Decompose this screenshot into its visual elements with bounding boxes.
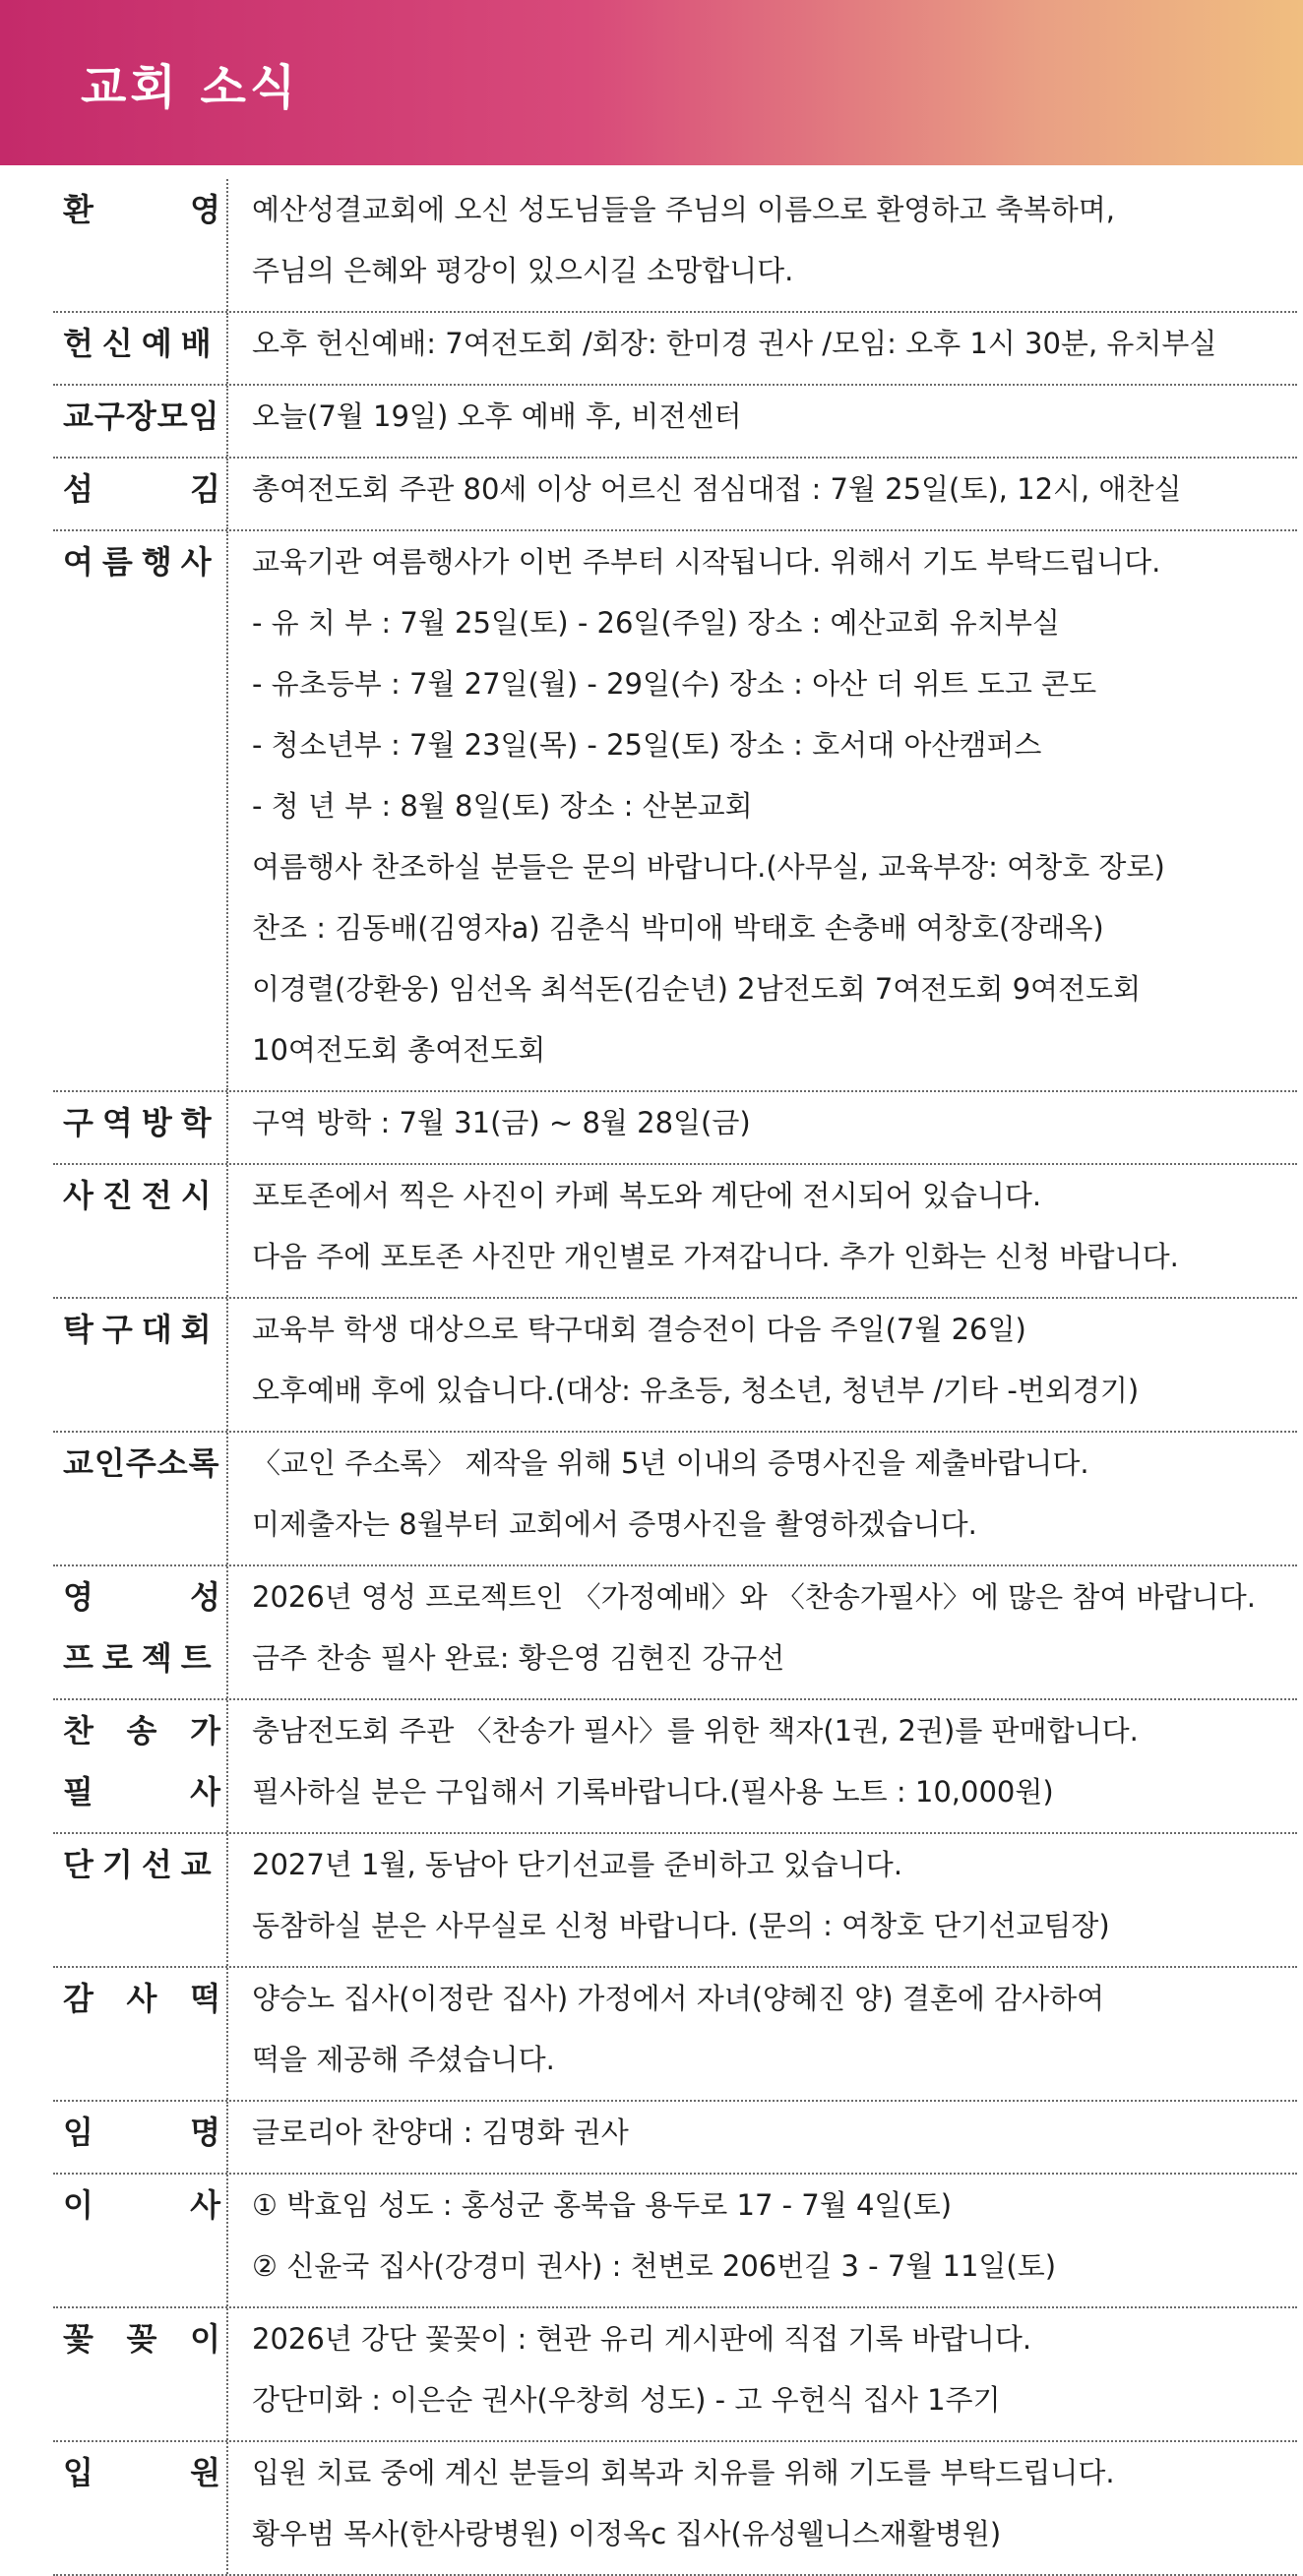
news-item <box>53 2175 1297 2308</box>
news-item <box>53 1165 1297 1299</box>
column-divider <box>226 1092 228 1163</box>
label-char: 명 <box>190 2114 220 2151</box>
news-item-content <box>252 2175 1297 2306</box>
label-char: 감 <box>63 1980 93 2017</box>
column-divider <box>226 459 228 529</box>
column-divider <box>226 386 228 457</box>
news-item-line: 떡을 제공해 주셨습니다. <box>252 2043 555 2076</box>
page-title: 교회 소식 <box>81 60 300 115</box>
news-item-label <box>53 179 226 311</box>
news-item-label-line <box>63 2110 226 2171</box>
news-item-line: - 유초등부 : 7월 27일(월) - 29일(수) 장소 : 아산 더 위트 도고 콘도 <box>252 667 1097 701</box>
news-item <box>53 1092 1297 1165</box>
news-item-line: 필사하실 분은 구입해서 기록바랍니다.(필사용 노트 : 10,000원) <box>252 1775 1054 1809</box>
label-char: 영 <box>190 191 220 228</box>
news-item-label-line <box>63 1574 226 1635</box>
column-divider <box>226 2102 228 2173</box>
news-item-label-line: 단기선교 <box>63 1846 220 1883</box>
label-char: 사 <box>126 1980 157 2017</box>
label-char: 이 <box>63 2186 93 2224</box>
news-item <box>53 2308 1297 2442</box>
column-divider <box>226 2308 228 2440</box>
news-item-label-line: 사진전시 <box>63 1177 220 1214</box>
news-item-label-line: 탁구대회 <box>63 1311 220 1348</box>
news-item-label <box>53 2175 226 2306</box>
news-item-line: 오후 헌신예배: 7여전도회 /회장: 한미경 권사 /모임: 오후 1시 30분, 유치부실 <box>252 327 1217 360</box>
news-item-line: 금주 찬송 필사 완료: 황은영 김현진 강규선 <box>252 1641 785 1675</box>
label-char: 입 <box>63 2454 93 2491</box>
news-item <box>53 531 1297 1092</box>
label-char: 성 <box>190 1578 220 1616</box>
news-item-line: 교육기관 여름행사가 이번 주부터 시작됩니다. 위해서 기도 부탁드립니다. <box>252 545 1161 579</box>
news-item-line: 다음 주에 포토존 사진만 개인별로 가져갑니다. 추가 인화는 신청 바랍니다. <box>252 1240 1179 1273</box>
news-item-label-line: 여름행사 <box>63 543 220 581</box>
news-item <box>53 1700 1297 1834</box>
news-item-line: 미제출자는 8월부터 교회에서 증명사진을 촬영하겠습니다. <box>252 1507 977 1541</box>
news-item-label <box>53 1834 226 1966</box>
column-divider <box>226 1299 228 1431</box>
news-item <box>53 1433 1297 1566</box>
column-divider <box>226 2175 228 2306</box>
news-item <box>53 179 1297 313</box>
news-item-line: 구역 방학 : 7월 31(금) ~ 8월 28일(금) <box>252 1106 751 1139</box>
news-item-content <box>252 1700 1297 1832</box>
news-item-label-line <box>63 1769 226 1830</box>
news-item-line: 입원 치료 중에 계신 분들의 회복과 치유를 위해 기도를 부탁드립니다. <box>252 2456 1115 2489</box>
news-item-label <box>53 2102 226 2173</box>
label-char: 원 <box>190 2454 220 2491</box>
news-item-line: 예산성결교회에 오신 성도님들을 주님의 이름으로 환영하고 축복하며, <box>252 193 1115 226</box>
news-item-line: 황우범 목사(한사랑병원) 이정옥c 집사(유성웰니스재활병원) <box>252 2517 1002 2550</box>
label-char: 꽂 <box>126 2320 157 2358</box>
label-char: 꽃 <box>63 2320 93 2358</box>
news-item-content <box>252 2442 1297 2574</box>
news-item-label-line <box>63 1976 226 2037</box>
label-char: 사 <box>190 1773 220 1810</box>
column-divider <box>226 1165 228 1297</box>
news-item-label <box>53 2308 226 2440</box>
news-item-label-line: 헌신예배 <box>63 325 220 362</box>
label-char: 임 <box>63 2114 93 2151</box>
news-item-content <box>252 2308 1297 2440</box>
news-item-line: 2026년 영성 프로젝트인 〈가정예배〉와 〈찬송가필사〉에 많은 참여 바랍니다. <box>252 1580 1256 1614</box>
news-item <box>53 1566 1297 1700</box>
news-item <box>53 313 1297 386</box>
news-item-label <box>53 313 226 384</box>
news-item-line: 찬조 : 김동배(김영자a) 김춘식 박미애 박태호 손충배 여창호(장래옥) <box>252 911 1104 945</box>
column-divider <box>226 179 228 311</box>
news-item-label <box>53 1433 226 1564</box>
news-item-label <box>53 386 226 457</box>
column-divider <box>226 1566 228 1698</box>
news-item-line: 오늘(7월 19일) 오후 예배 후, 비전센터 <box>252 399 742 433</box>
news-item-line: ② 신윤국 집사(강경미 권사) : 천변로 206번길 3 - 7월 11일(토) <box>252 2249 1057 2283</box>
news-item-line: 동참하실 분은 사무실로 신청 바랍니다. (문의 : 여창호 단기선교팀장) <box>252 1909 1110 1942</box>
label-char: 김 <box>190 470 220 508</box>
news-item-label-line <box>63 2316 226 2377</box>
news-item-label <box>53 1165 226 1297</box>
column-divider <box>226 1968 228 2100</box>
label-char: 가 <box>190 1712 220 1749</box>
news-item-label-line: 구역방학 <box>63 1104 220 1141</box>
news-item-content <box>252 313 1297 384</box>
label-char: 영 <box>63 1578 93 1616</box>
news-list <box>53 179 1297 2576</box>
column-divider <box>226 1433 228 1564</box>
news-item-line: 2026년 강단 꽃꽂이 : 현관 유리 게시판에 직접 기록 바랍니다. <box>252 2322 1032 2356</box>
news-item-content <box>252 459 1297 529</box>
news-item-label <box>53 1700 226 1832</box>
label-char: 사 <box>190 2186 220 2224</box>
column-divider <box>226 313 228 384</box>
label-char: 환 <box>63 191 93 228</box>
news-item-line: 주님의 은혜와 평강이 있으시길 소망합니다. <box>252 254 794 287</box>
news-item-content <box>252 1566 1297 1698</box>
news-item-line: 양승노 집사(이정란 집사) 가정에서 자녀(양혜진 양) 결혼에 감사하여 <box>252 1982 1105 2015</box>
news-item <box>53 1968 1297 2102</box>
news-item-label-line <box>63 2182 226 2243</box>
news-item-content <box>252 1834 1297 1966</box>
news-item-line: 포토존에서 찍은 사진이 카페 복도와 계단에 전시되어 있습니다. <box>252 1179 1042 1212</box>
label-char: 송 <box>126 1712 157 1749</box>
news-item-line: 교육부 학생 대상으로 탁구대회 결승전이 다음 주일(7월 26일) <box>252 1313 1026 1346</box>
news-item-line: 충남전도회 주관 〈찬송가 필사〉를 위한 책자(1권, 2권)를 판매합니다. <box>252 1714 1139 1748</box>
news-item-content <box>252 1092 1297 1163</box>
news-item-line: ① 박효임 성도 : 홍성군 홍북읍 용두로 17 - 7월 4일(토) <box>252 2188 953 2222</box>
news-item <box>53 2442 1297 2576</box>
news-item <box>53 1299 1297 1433</box>
news-item-label <box>53 1092 226 1163</box>
news-item <box>53 459 1297 531</box>
news-item <box>53 1834 1297 1968</box>
news-item-content <box>252 179 1297 311</box>
news-item-line: 2027년 1월, 동남아 단기선교를 준비하고 있습니다. <box>252 1848 903 1881</box>
label-char: 떡 <box>190 1980 220 2017</box>
news-item-label <box>53 1566 226 1698</box>
news-item-line: 여름행사 찬조하실 분들은 문의 바랍니다.(사무실, 교육부장: 여창호 장로) <box>252 850 1165 884</box>
label-char: 섬 <box>63 470 93 508</box>
news-item-line: 이경렬(강환웅) 임선옥 최석돈(김순년) 2남전도회 7여전도회 9여전도회 <box>252 972 1142 1006</box>
news-item-line: - 유 치 부 : 7월 25일(토) - 26일(주일) 장소 : 예산교회 유치부실 <box>252 606 1060 640</box>
column-divider <box>226 1834 228 1966</box>
news-item-label-line <box>63 466 226 527</box>
news-item-line: 총여전도회 주관 80세 이상 어르신 점심대접 : 7월 25일(토), 12시, 애찬실 <box>252 472 1182 506</box>
news-item-line: 10여전도회 총여전도회 <box>252 1033 546 1067</box>
column-divider <box>226 2442 228 2574</box>
news-item-label-line <box>63 187 226 248</box>
news-item-content <box>252 1968 1297 2100</box>
news-item-label-line <box>63 1708 226 1769</box>
news-item-label <box>53 459 226 529</box>
news-item-line: - 청 년 부 : 8월 8일(토) 장소 : 산본교회 <box>252 789 753 823</box>
news-item-label <box>53 531 226 1090</box>
header-banner <box>0 0 1303 165</box>
news-item-content <box>252 1299 1297 1431</box>
news-item-label-line: 프로젝트 <box>63 1639 220 1677</box>
news-item <box>53 386 1297 459</box>
news-item-line: 글로리아 찬양대 : 김명화 권사 <box>252 2116 629 2149</box>
news-item-content <box>252 1433 1297 1564</box>
news-item-line: 〈교인 주소록〉 제작을 위해 5년 이내의 증명사진을 제출바랍니다. <box>252 1446 1089 1480</box>
news-item-line: 오후예배 후에 있습니다.(대상: 유초등, 청소년, 청년부 /기타 -번외경기) <box>252 1374 1140 1407</box>
news-item <box>53 2102 1297 2175</box>
news-item-line: 강단미화 : 이은순 권사(우창희 성도) - 고 우헌식 집사 1주기 <box>252 2383 1001 2417</box>
label-char: 필 <box>63 1773 93 1810</box>
news-item-label <box>53 1968 226 2100</box>
column-divider <box>226 1700 228 1832</box>
news-item-label-line: 교인주소록 <box>63 1444 220 1482</box>
news-item-label-line <box>63 2450 226 2511</box>
news-item-label <box>53 1299 226 1431</box>
news-item-content <box>252 2102 1297 2173</box>
news-item-line: - 청소년부 : 7월 23일(목) - 25일(토) 장소 : 호서대 아산캠퍼스 <box>252 728 1042 762</box>
column-divider <box>226 531 228 1090</box>
news-item-label-line: 교구장모임 <box>63 398 220 435</box>
label-char: 찬 <box>63 1712 93 1749</box>
news-item-content <box>252 531 1297 1090</box>
news-item-content <box>252 386 1297 457</box>
label-char: 이 <box>190 2320 220 2358</box>
news-item-content <box>252 1165 1297 1297</box>
news-item-label <box>53 2442 226 2574</box>
